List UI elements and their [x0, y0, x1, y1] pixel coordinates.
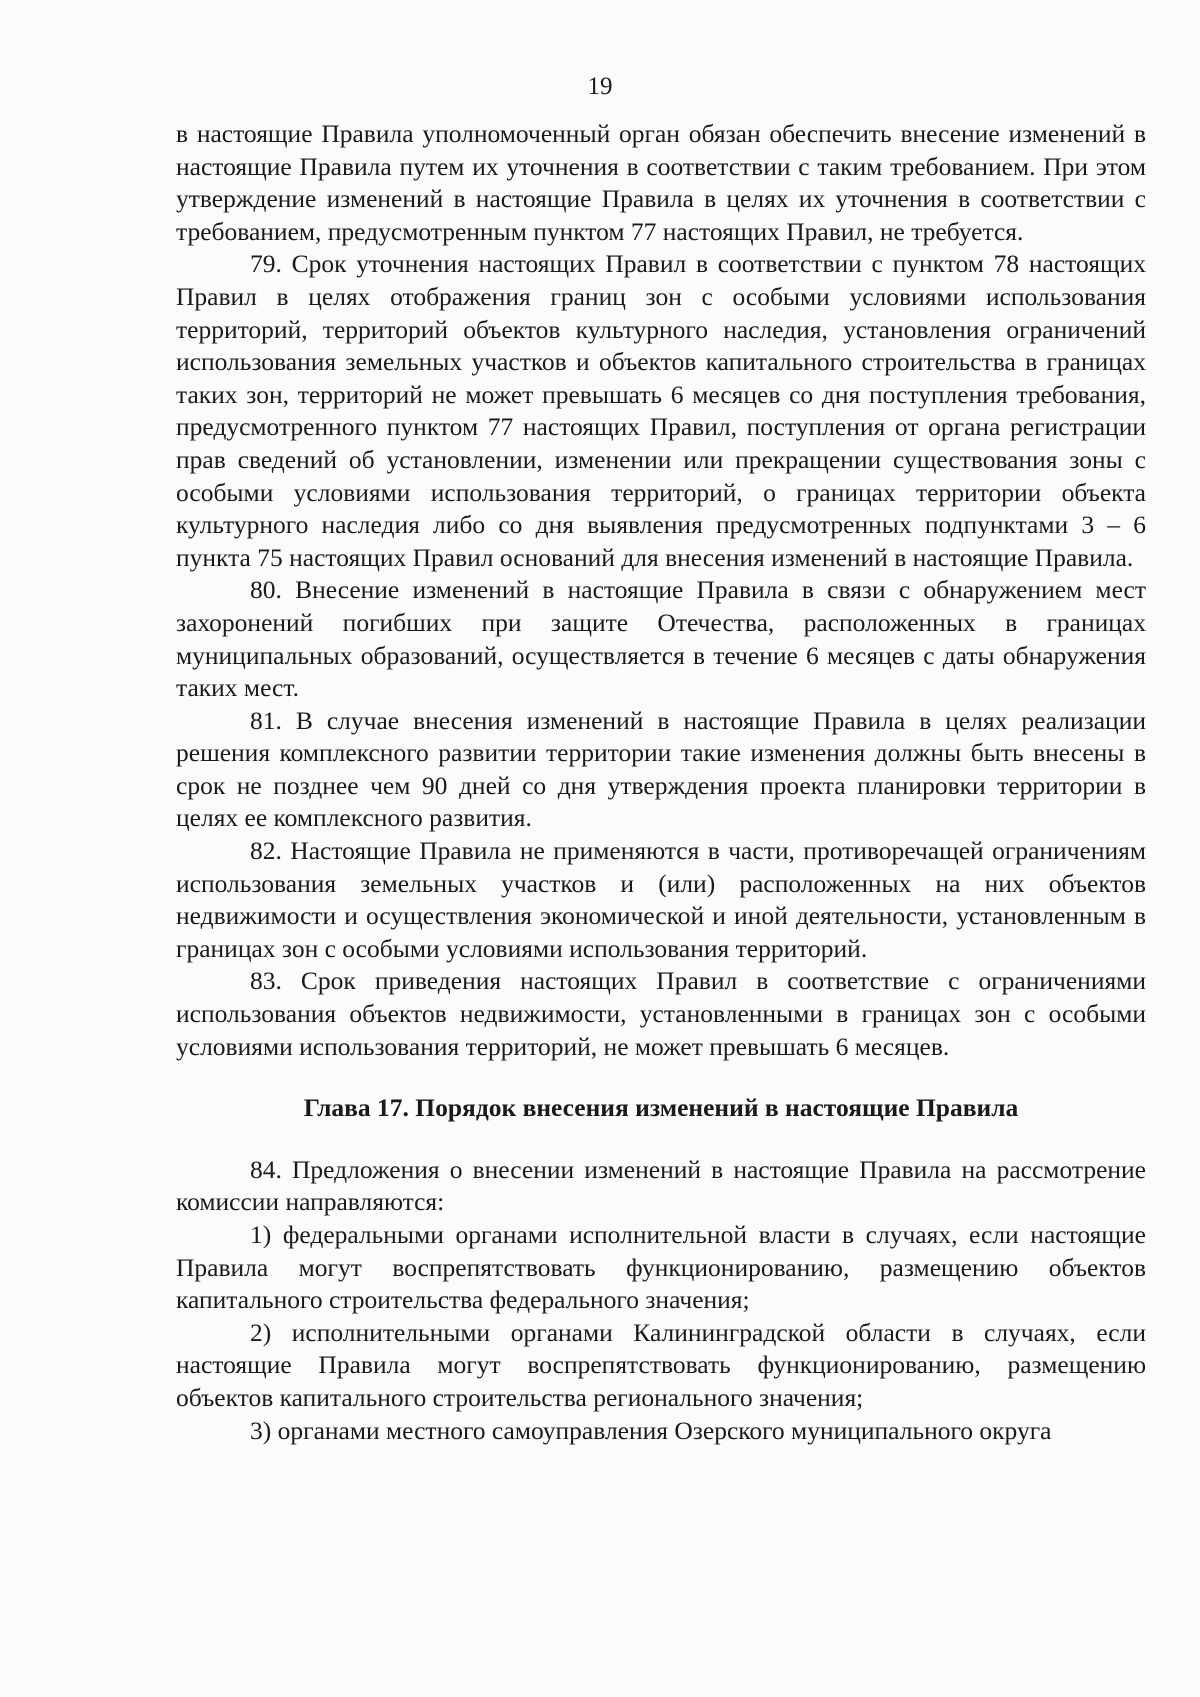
paragraph-83: 83. Срок приведения настоящих Правил в соответствие с ограничениями использования объектов недвижимости, установленными в границах зон с особыми условиями использования территорий, не может превышать 6 месяцев.	[176, 966, 1146, 1061]
paragraph-79: 79. Срок уточнения настоящих Правил в соответствии с пунктом 78 настоящих Правил в целях отображения границ зон с особыми условиями использования территорий, территорий объектов культурного наследия, установления ограничений использования земельных участков и объектов капитального строительства в границах таких зон, территорий не может превышать 6 месяцев со дня поступления требования, предусмотренного пунктом 77 настоящих Правил, поступления от органа регистрации прав сведений об установлении, изменении или прекращении существования зоны с особыми условиями использования территорий, о границах территории объекта культурного наследия либо со дня выявления предусмотренных подпунктами 3 – 6 пункта 75 настоящих Правил оснований для внесения изменений в настоящие Правила.	[176, 249, 1146, 572]
page-number: 19	[587, 73, 613, 100]
document-body	[176, 118, 1146, 1447]
paragraph-82: 82. Настоящие Правила не применяются в части, противоречащей ограничениям использования земельных участков и (или) расположенных на них объектов недвижимости и осуществления экономической и иной деятельности, установленным в границах зон с особыми условиями использования территорий.	[176, 836, 1146, 963]
paragraph-84: 84. Предложения о внесении изменений в настоящие Правила на рассмотрение комиссии направляются:	[176, 1154, 1146, 1217]
paragraph-80: 80. Внесение изменений в настоящие Правила в связи с обнаружением мест захоронений погибших при защите Отечества, расположенных в границах муниципальных образований, осуществляется в течение 6 месяцев с даты обнаружения таких мест.	[176, 575, 1146, 703]
chapter-heading: Глава 17. Порядок внесения изменений в настоящие Правила	[303, 1093, 1019, 1123]
list-item-1: 1) федеральными органами исполнительной власти в случаях, если настоящие Правила могут воспрепятствовать функционированию, размещению объектов капитального строительства федерального значения;	[176, 1220, 1146, 1315]
paragraph-81: 81. В случае внесения изменений в настоящие Правила в целях реализации решения комплексного развитии территории такие изменения должны быть внесены в срок не позднее чем 90 дней со дня утверждения проекта планировки территории в целях ее комплексного развития.	[176, 705, 1146, 833]
paragraph-continuation: в настоящие Правила уполномоченный орган обязан обеспечить внесение изменений в настоящие Правила путем их уточнения в соответствии с таким требованием. При этом утверждение изменений в настоящие Правила в целях их уточнения в соответствии с требованием, предусмотренным пунктом 77 настоящих Правил, не требуется.	[176, 119, 1146, 246]
list-item-3: 3) органами местного самоуправления Озерского муниципального округа	[250, 1415, 1052, 1445]
list-item-2: 2) исполнительными органами Калининградской области в случаях, если настоящие Правила могут воспрепятствовать функционированию, размещению объектов капитального строительства регионального значения;	[176, 1317, 1146, 1412]
